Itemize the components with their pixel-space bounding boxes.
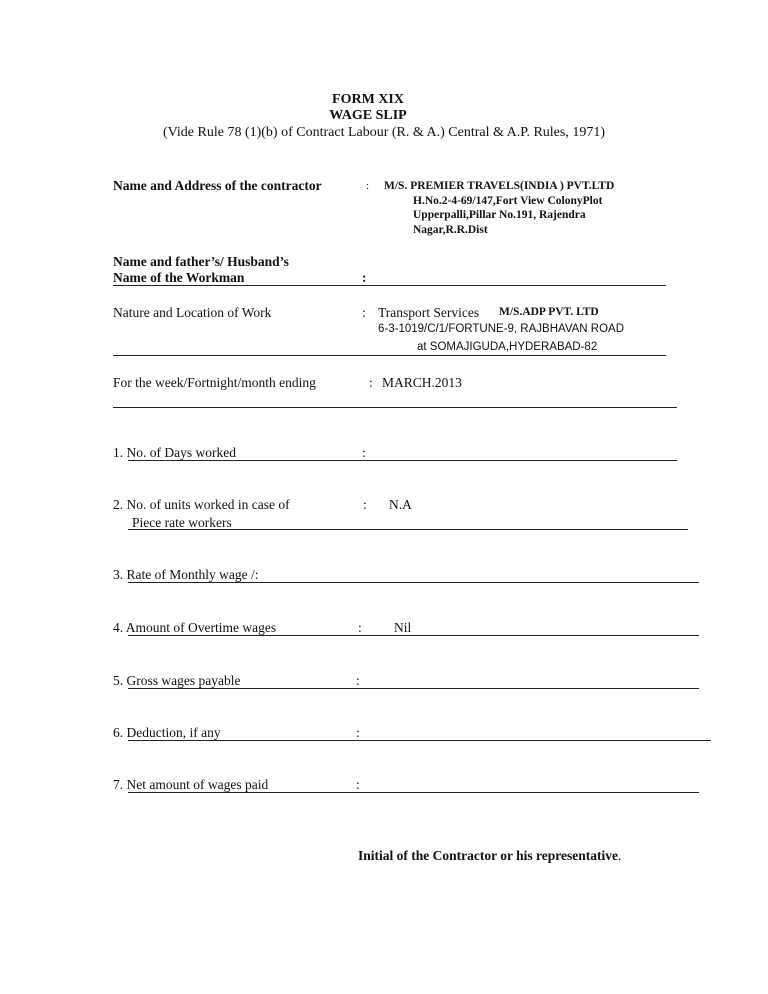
gross-wages-colon: : xyxy=(356,673,360,688)
form-title: WAGE SLIP xyxy=(329,108,407,123)
deduction-colon: : xyxy=(356,725,360,740)
workman-colon: : xyxy=(362,270,367,285)
period-underline xyxy=(113,407,677,408)
workman-underline xyxy=(113,285,666,286)
deduction-underline xyxy=(128,740,711,741)
units-worked-label-line2: Piece rate workers xyxy=(132,515,232,530)
work-address-line2: at SOMAJIGUDA,HYDERABAD-82 xyxy=(417,341,598,353)
units-worked-label-line1: 2. No. of units worked in case of xyxy=(113,497,290,512)
contractor-colon: : xyxy=(366,180,370,192)
workman-label-line2: Name of the Workman xyxy=(113,270,245,285)
contractor-name: M/S. PREMIER TRAVELS(INDIA ) PVT.LTD xyxy=(384,180,615,192)
overtime-underline xyxy=(128,635,699,636)
net-amount-colon: : xyxy=(356,777,360,792)
work-address-line1: 6-3-1019/C/1/FORTUNE-9, RAJBHAVAN ROAD xyxy=(378,323,625,335)
contractor-label: Name and Address of the contractor xyxy=(113,178,322,193)
form-subtitle: (Vide Rule 78 (1)(b) of Contract Labour (R. & A.) Central & A.P. Rules, 1971) xyxy=(162,125,606,140)
contractor-initial-period: . xyxy=(617,848,622,863)
contractor-address-line2: Upperpalli,Pillar No.191, Rajendra xyxy=(413,209,586,221)
work-company: M/S.ADP PVT. LTD xyxy=(499,306,599,318)
days-worked-label: 1. No. of Days worked xyxy=(113,445,236,460)
monthly-wage-underline xyxy=(128,582,699,583)
gross-wages-label: 5. Gross wages payable xyxy=(113,673,241,688)
workman-label-line1: Name and father’s/ Husband’s xyxy=(113,254,289,269)
period-label: For the week/Fortnight/month ending xyxy=(113,375,316,390)
period-colon: : xyxy=(369,375,373,390)
net-amount-label: 7. Net amount of wages paid xyxy=(113,777,269,792)
gross-wages-underline xyxy=(128,688,699,689)
net-amount-underline xyxy=(128,792,699,793)
work-service: Transport Services xyxy=(378,305,480,320)
contractor-address-line3: Nagar,R.R.Dist xyxy=(413,224,488,236)
period-value: MARCH.2013 xyxy=(382,375,462,390)
monthly-wage-label: 3. Rate of Monthly wage /: xyxy=(113,567,259,582)
overtime-colon: : xyxy=(358,620,362,635)
overtime-value: Nil xyxy=(394,620,412,635)
contractor-initial-caption xyxy=(358,848,621,864)
work-label: Nature and Location of Work xyxy=(113,305,272,320)
work-colon: : xyxy=(362,305,366,320)
contractor-address-line1: H.No.2-4-69/147,Fort View ColonyPlot xyxy=(413,195,603,207)
units-worked-colon: : xyxy=(363,497,367,512)
work-underline xyxy=(113,355,666,356)
overtime-label: 4. Amount of Overtime wages xyxy=(113,620,277,635)
deduction-label: 6. Deduction, if any xyxy=(113,725,221,740)
units-worked-underline xyxy=(128,529,688,530)
days-worked-colon: : xyxy=(362,445,366,460)
form-number: FORM XIX xyxy=(332,92,404,107)
units-worked-value: N.A xyxy=(389,497,412,512)
contractor-initial-text: Initial of the Contractor or his representative xyxy=(358,848,618,863)
days-worked-underline xyxy=(128,460,677,461)
